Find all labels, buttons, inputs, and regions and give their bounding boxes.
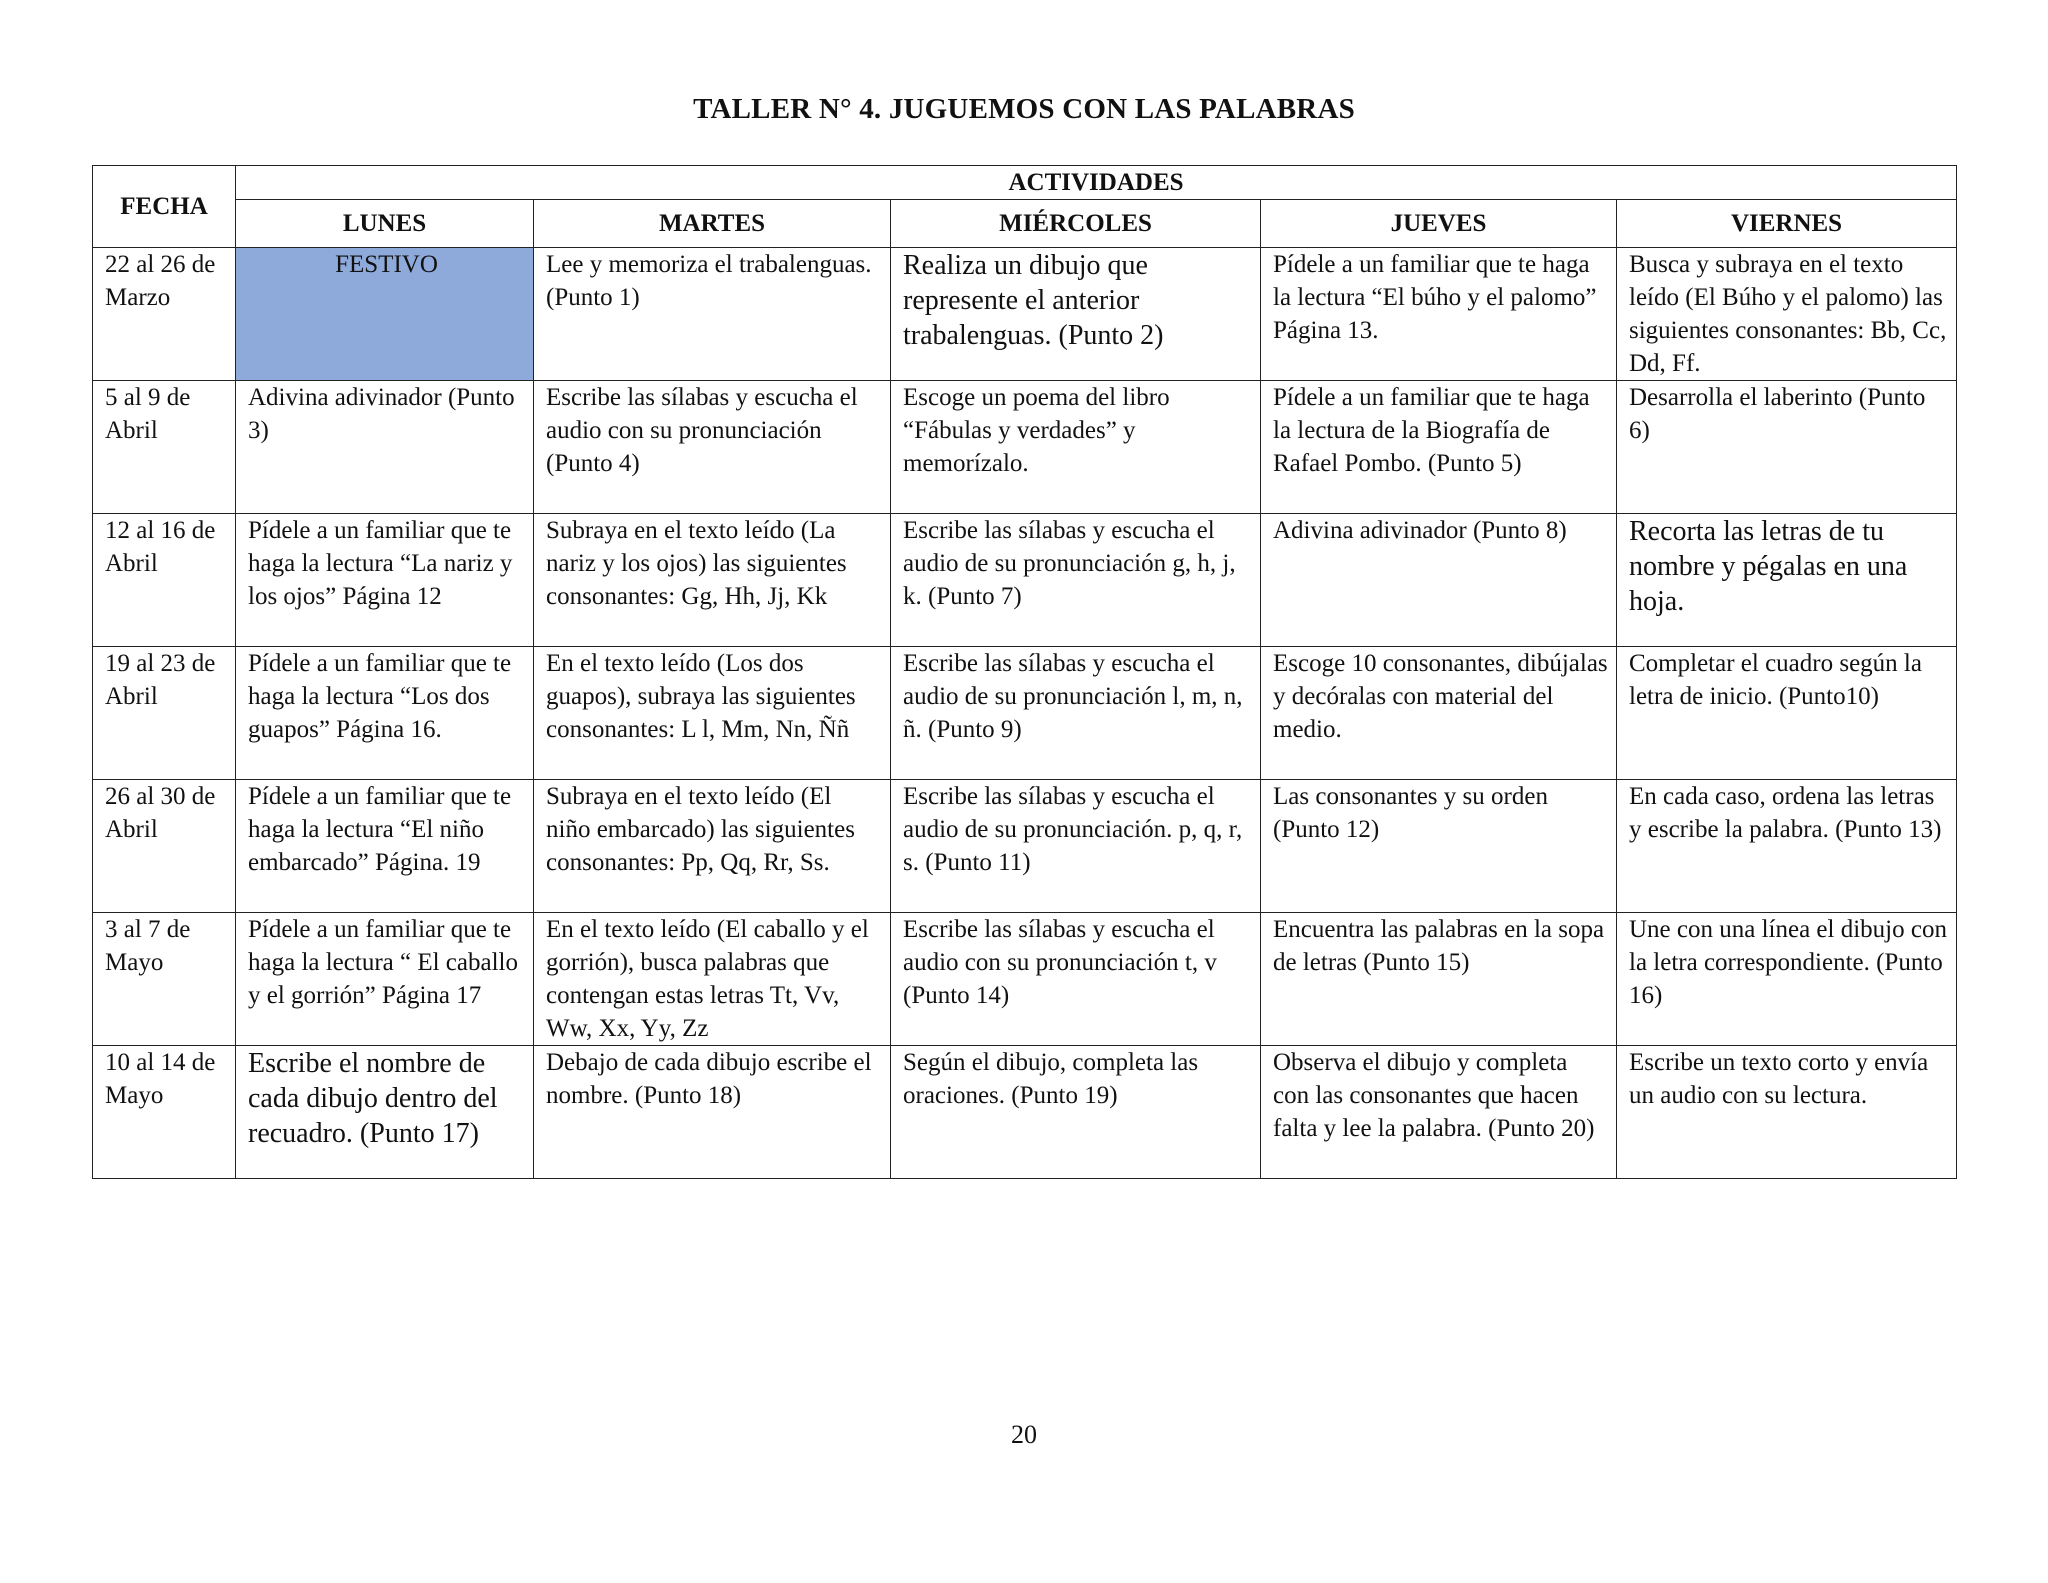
table-row: [93, 913, 1957, 1046]
activity-cell: Pídele a un familiar que te haga la lectura “La nariz y los ojos” Página 12: [236, 514, 534, 647]
activity-cell: Escribe un texto corto y envía un audio con su lectura.: [1617, 1046, 1957, 1179]
activities-table: [92, 165, 1957, 1179]
day-header-viernes: VIERNES: [1617, 200, 1957, 248]
activity-cell: Encuentra las palabras en la sopa de letras (Punto 15): [1261, 913, 1617, 1046]
activity-cell: Según el dibujo, completa las oraciones. (Punto 19): [891, 1046, 1261, 1179]
date-cell: 3 al 7 de Mayo: [93, 913, 236, 1046]
activity-cell: En el texto leído (El caballo y el gorrión), busca palabras que contengan estas letras Tt, Vv, Ww, Xx, Yy, Zz: [534, 913, 891, 1046]
page-number: 20: [1011, 1420, 1037, 1449]
activity-cell: Escribe el nombre de cada dibujo dentro del recuadro. (Punto 17): [236, 1046, 534, 1179]
activity-cell: Une con una línea el dibujo con la letra correspondiente. (Punto 16): [1617, 913, 1957, 1046]
table-row: [93, 248, 1957, 381]
activity-cell: Lee y memoriza el trabalenguas. (Punto 1): [534, 248, 891, 381]
activity-cell: Pídele a un familiar que te haga la lectura “Los dos guapos” Página 16.: [236, 647, 534, 780]
date-cell: 5 al 9 de Abril: [93, 381, 236, 514]
day-header-miercoles: MIÉRCOLES: [891, 200, 1261, 248]
activity-cell: Subraya en el texto leído (El niño embarcado) las siguientes consonantes: Pp, Qq, Rr, Ss.: [534, 780, 891, 913]
table-row: [93, 381, 1957, 514]
activity-cell: Escribe las sílabas y escucha el audio de su pronunciación l, m, n, ñ. (Punto 9): [891, 647, 1261, 780]
activity-cell: Adivina adivinador (Punto 3): [236, 381, 534, 514]
actividades-header: ACTIVIDADES: [236, 166, 1957, 200]
fecha-header: FECHA: [93, 166, 236, 248]
activity-cell: Realiza un dibujo que represente el anterior trabalenguas. (Punto 2): [891, 248, 1261, 381]
activity-cell: Subraya en el texto leído (La nariz y los ojos) las siguientes consonantes: Gg, Hh, Jj, Kk: [534, 514, 891, 647]
activity-cell: Observa el dibujo y completa con las consonantes que hacen falta y lee la palabra. (Punto 20): [1261, 1046, 1617, 1179]
activity-cell: Escoge un poema del libro “Fábulas y verdades” y memorízalo.: [891, 381, 1261, 514]
activity-cell: Las consonantes y su orden (Punto 12): [1261, 780, 1617, 913]
activity-cell: Escribe las sílabas y escucha el audio con su pronunciación (Punto 4): [534, 381, 891, 514]
activity-cell: Pídele a un familiar que te haga la lectura “ El caballo y el gorrión” Página 17: [236, 913, 534, 1046]
date-cell: 12 al 16 de Abril: [93, 514, 236, 647]
activity-cell: Pídele a un familiar que te haga la lectura “El niño embarcado” Página. 19: [236, 780, 534, 913]
table-row: [93, 1046, 1957, 1179]
activity-cell: Busca y subraya en el texto leído (El Búho y el palomo) las siguientes consonantes: Bb, Cc, Dd, Ff.: [1617, 248, 1957, 381]
date-cell: 22 al 26 de Marzo: [93, 248, 236, 381]
activity-cell: Escribe las sílabas y escucha el audio de su pronunciación g, h, j, k. (Punto 7): [891, 514, 1261, 647]
activity-cell: En el texto leído (Los dos guapos), subraya las siguientes consonantes: L l, Mm, Nn, Ññ: [534, 647, 891, 780]
date-cell: 26 al 30 de Abril: [93, 780, 236, 913]
activity-cell: En cada caso, ordena las letras y escribe la palabra. (Punto 13): [1617, 780, 1957, 913]
activity-cell: Adivina adivinador (Punto 8): [1261, 514, 1617, 647]
document-title: TALLER N° 4. JUGUEMOS CON LAS PALABRAS: [693, 93, 1355, 125]
festivo-cell: FESTIVO: [236, 248, 534, 381]
activity-cell: Debajo de cada dibujo escribe el nombre. (Punto 18): [534, 1046, 891, 1179]
date-cell: 19 al 23 de Abril: [93, 647, 236, 780]
day-header-lunes: LUNES: [236, 200, 534, 248]
activity-cell: Escribe las sílabas y escucha el audio de su pronunciación. p, q, r, s. (Punto 11): [891, 780, 1261, 913]
activity-cell: Completar el cuadro según la letra de inicio. (Punto10): [1617, 647, 1957, 780]
activity-cell: Pídele a un familiar que te haga la lectura de la Biografía de Rafael Pombo. (Punto 5): [1261, 381, 1617, 514]
table-row: [93, 514, 1957, 647]
day-header-jueves: JUEVES: [1261, 200, 1617, 248]
activity-cell: Pídele a un familiar que te haga la lectura “El búho y el palomo” Página 13.: [1261, 248, 1617, 381]
activity-cell: Desarrolla el laberinto (Punto 6): [1617, 381, 1957, 514]
table-row: [93, 780, 1957, 913]
date-cell: 10 al 14 de Mayo: [93, 1046, 236, 1179]
table-row: [93, 647, 1957, 780]
day-header-martes: MARTES: [534, 200, 891, 248]
activity-cell: Escoge 10 consonantes, dibújalas y decóralas con material del medio.: [1261, 647, 1617, 780]
activity-cell: Escribe las sílabas y escucha el audio con su pronunciación t, v (Punto 14): [891, 913, 1261, 1046]
activity-cell: Recorta las letras de tu nombre y pégalas en una hoja.: [1617, 514, 1957, 647]
